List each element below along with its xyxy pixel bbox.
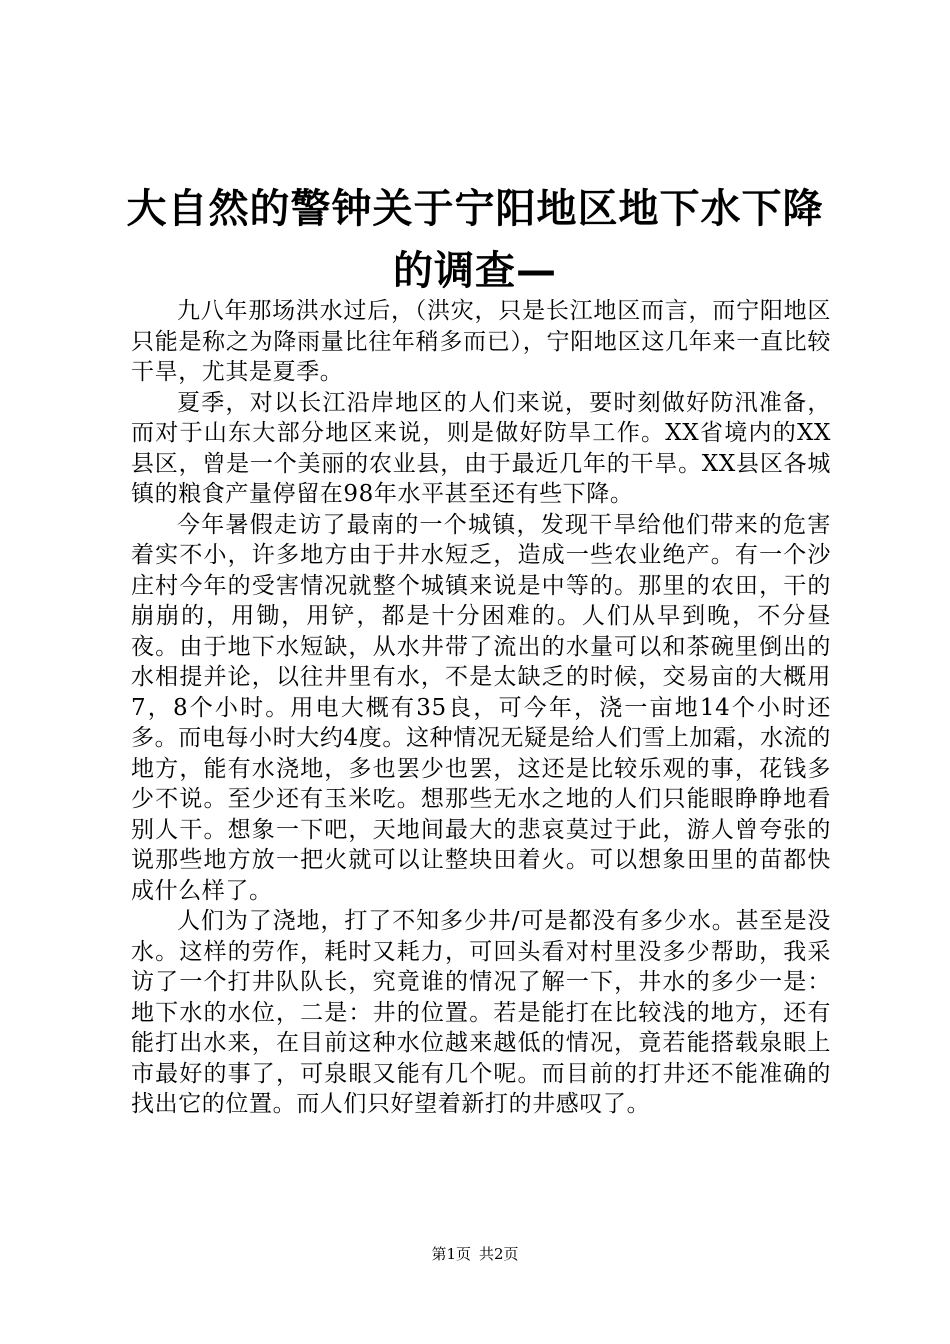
paragraph: 今年暑假走访了最南的一个城镇，发现干旱给他们带来的危害着实不小，许多地方由于井水短乏，造成一些农业绝产。有一个沙庄村今年的受害情况就整个城镇来说是中等的。那里的农田，干的崩崩的，用锄，用铲，都是十分困难的。人们从早到晚，不分昼夜。由于地下水短缺，从水井带了流出的水量可以和茶碗里倒出的水相提并论，以往井里有水，不是太缺乏的时候，交易亩的大概用7，8个小时。用电大概有35良，可今年，浇一亩地14个小时还多。而电每小时大约4度。这种情况无疑是给人们雪上加霜，水流的地方，能有水浇地，多也罢少也罢，这还是比较乐观的事，花钱多少不说。至少还有玉米吃。想那些无水之地的人们只能眼睁睁地看别人干。想象一下吧，天地间最大的悲哀莫过于此，游人曾夸张的说那些地方放一把火就可以让整块田着火。可以想象田里的苗都快成什么样了。 (131, 511, 831, 904)
paragraph: 九八年那场洪水过后，（洪灾，只是长江地区而言，而宁阳地区只能是称之为降雨量比往年稍多而已），宁阳地区这几年来一直比较干旱，尤其是夏季。 (131, 298, 831, 385)
document-title: 大自然的警钟关于宁阳地区地下水下降的调查— (126, 186, 824, 294)
page-footer (0, 1244, 950, 1264)
page-number: 第1页 (431, 1245, 471, 1263)
page-total: 共2页 (479, 1245, 519, 1263)
paragraph: 夏季，对以长江沿岸地区的人们来说，要时刻做好防汛准备，而对于山东大部分地区来说，则是做好防旱工作。XX省境内的XX县区，曾是一个美丽的农业县，由于最近几年的干旱。XX县区各城镇的粮食产量停留在98年水平甚至还有些下降。 (131, 389, 831, 507)
paragraph: 人们为了浇地，打了不知多少井/可是都没有多少水。甚至是没水。这样的劳作，耗时又耗力，可回头看对村里没多少帮助，我采访了一个打井队队长，究竟谁的情况了解一下，井水的多少一是：地下水的水位，二是：井的位置。若是能打在比较浅的地方，还有能打出水来，在目前这种水位越来越低的情况，竟若能搭载泉眼上市最好的事了，可泉眼又能有几个呢。而目前的打井还不能准确的找出它的位置。而人们只好望着新打的井感叹了。 (131, 908, 831, 1117)
document-body (131, 296, 831, 1120)
